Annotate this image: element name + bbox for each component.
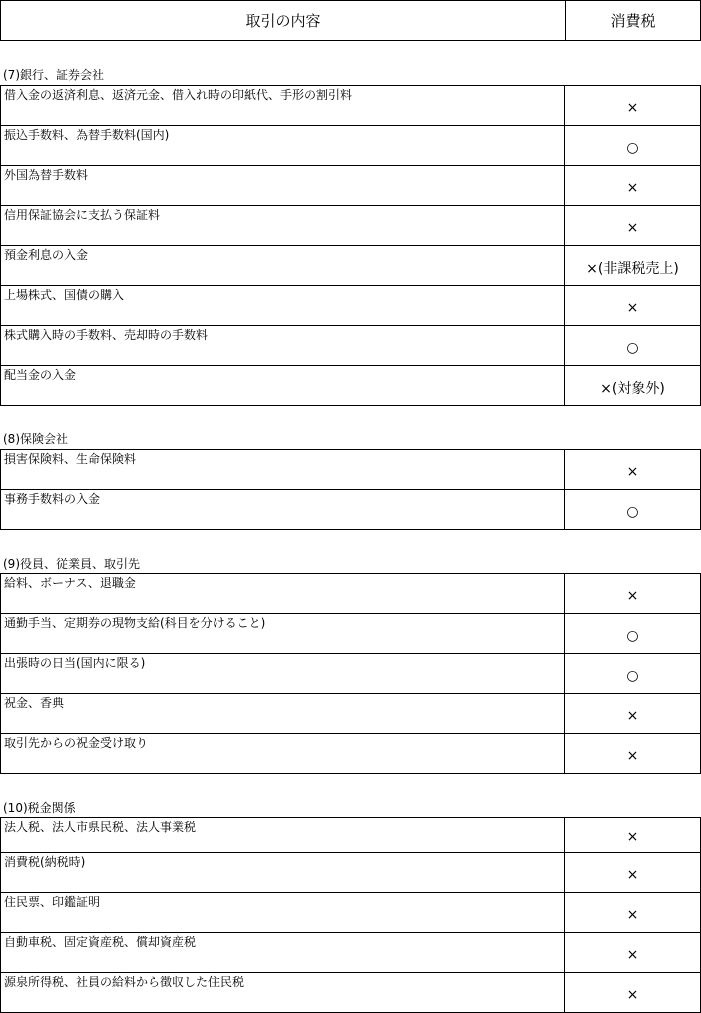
section-title: (7)銀行、証券会社 <box>3 68 104 82</box>
section-table <box>0 85 701 406</box>
consumption-tax-mark: × <box>626 463 639 480</box>
transaction-content: 振込手数料、為替手数料(国内) <box>1 126 565 165</box>
consumption-tax-mark: × <box>626 986 639 1003</box>
consumption-tax-mark: ○ <box>626 339 639 356</box>
consumption-tax-mark: × <box>626 829 639 845</box>
transaction-content: 法人税、法人市県民税、法人事業税 <box>1 818 565 852</box>
transaction-content: 自動車税、固定資産税、償却資産税 <box>1 933 565 972</box>
table-row <box>1 852 700 892</box>
transaction-content: 配当金の入金 <box>1 366 565 405</box>
header-content-column: 取引の内容 <box>1 1 566 40</box>
consumption-tax-mark: × <box>626 866 639 883</box>
consumption-tax-mark: ○ <box>626 627 639 644</box>
consumption-tax-mark: × <box>626 99 639 116</box>
section-table <box>0 817 701 1013</box>
table-row <box>1 125 700 165</box>
table-row <box>1 892 700 932</box>
table-row <box>1 817 700 852</box>
table-header <box>0 0 701 41</box>
consumption-tax-mark: × <box>626 587 639 604</box>
consumption-tax-mark: ×(非課税売上) <box>586 260 679 277</box>
header-tax-column: 消費税 <box>610 12 656 30</box>
section-table <box>0 573 701 774</box>
transaction-content: 借入金の返済利息、返済元金、借入れ時の印紙代、手形の割引料 <box>1 86 565 125</box>
transaction-content: 株式購入時の手数料、売却時の手数料 <box>1 326 565 365</box>
table-row <box>1 489 700 529</box>
consumption-tax-mark: × <box>626 179 639 196</box>
transaction-content: 消費税(納税時) <box>1 853 565 892</box>
transaction-content: 取引先からの祝金受け取り <box>1 734 565 773</box>
table-row <box>1 972 700 1012</box>
transaction-content: 損害保険料、生命保険料 <box>1 450 565 489</box>
transaction-content: 事務手数料の入金 <box>1 490 565 529</box>
table-row <box>1 573 700 613</box>
transaction-content: 外国為替手数料 <box>1 166 565 205</box>
consumption-tax-mark: × <box>626 299 639 316</box>
transaction-content: 出張時の日当(国内に限る) <box>1 654 565 693</box>
consumption-tax-mark: ○ <box>626 139 639 156</box>
table-row <box>1 365 700 405</box>
transaction-content: 通勤手当、定期券の現物支給(科目を分けること) <box>1 614 565 653</box>
transaction-content: 信用保証協会に支払う保証料 <box>1 206 565 245</box>
consumption-tax-mark: ○ <box>626 503 639 520</box>
table-row <box>1 245 700 285</box>
table-row <box>1 733 700 773</box>
consumption-tax-mark: ○ <box>626 667 639 684</box>
consumption-tax-mark: ×(対象外) <box>600 380 665 397</box>
table-row <box>1 325 700 365</box>
transaction-content: 給料、ボーナス、退職金 <box>1 574 565 613</box>
table-row <box>1 285 700 325</box>
table-row <box>1 932 700 972</box>
section-table <box>0 449 701 530</box>
table-row <box>1 449 700 489</box>
transaction-content: 預金利息の入金 <box>1 246 565 285</box>
table-row <box>1 85 700 125</box>
consumption-tax-mark: × <box>626 946 639 963</box>
consumption-tax-mark: × <box>626 906 639 923</box>
consumption-tax-mark: × <box>626 747 639 764</box>
transaction-content: 上場株式、国債の購入 <box>1 286 565 325</box>
table-row <box>1 693 700 733</box>
section-title: (10)税金関係 <box>3 801 76 815</box>
table-row <box>1 165 700 205</box>
consumption-tax-mark: × <box>626 219 639 236</box>
table-row <box>1 205 700 245</box>
consumption-tax-mark: × <box>626 707 639 724</box>
section-title: (8)保険会社 <box>3 432 68 446</box>
transaction-content: 源泉所得税、社員の給料から徴収した住民税 <box>1 973 565 1012</box>
table-row <box>1 653 700 693</box>
transaction-content: 祝金、香典 <box>1 694 565 733</box>
section-title: (9)役員、従業員、取引先 <box>3 557 140 571</box>
transaction-content: 住民票、印鑑証明 <box>1 893 565 932</box>
table-row <box>1 613 700 653</box>
